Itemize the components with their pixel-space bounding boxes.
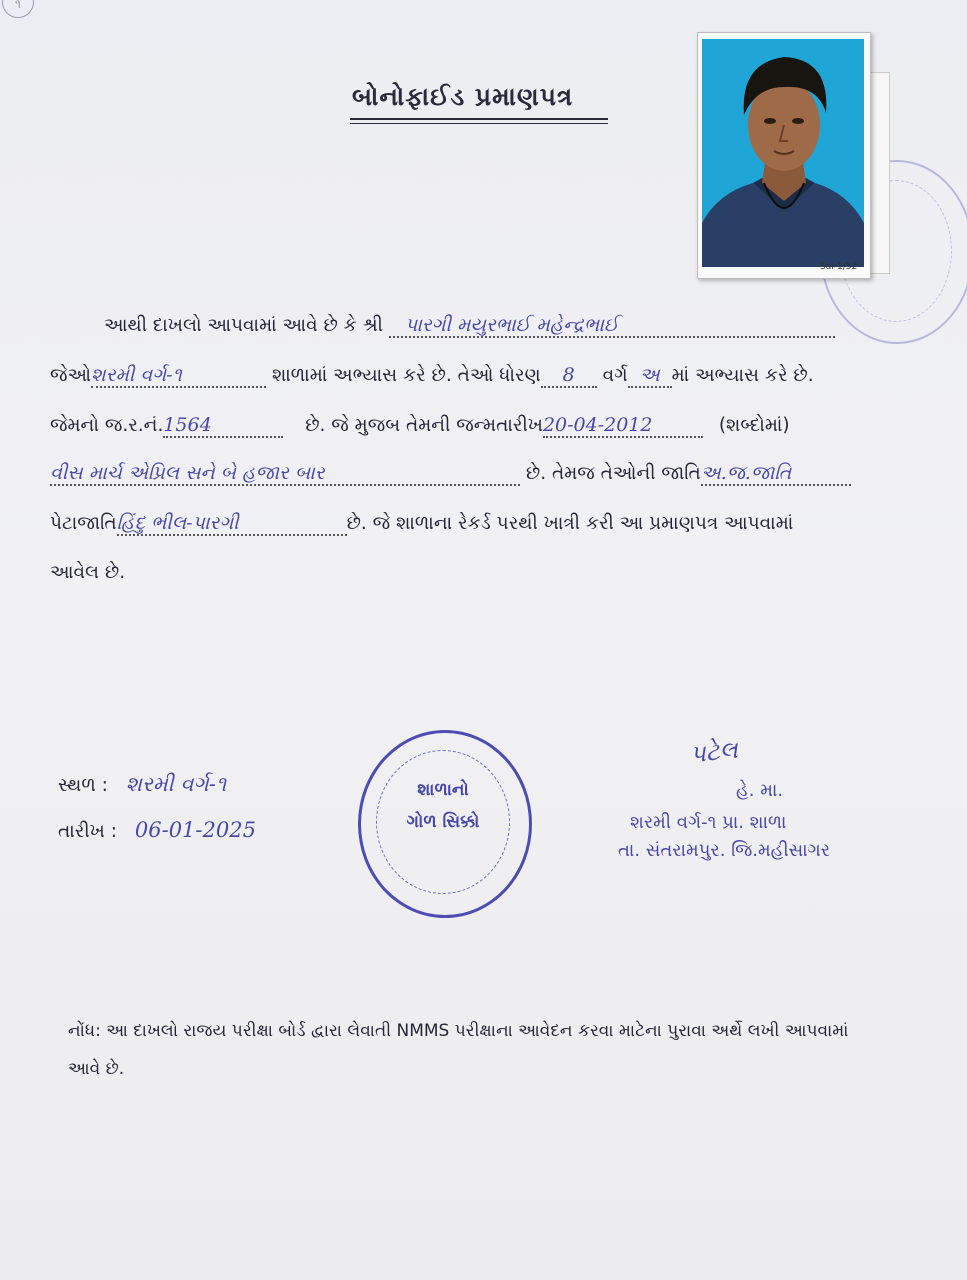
footer-note: નોંધ: આ દાખલો રાજય પરીક્ષા બોર્ડ દ્વારા લેવાતી NMMS પરીક્ષાના આવેદન કરવા માટેના પુરાવા અર્થે લખી આપવામાં આવે છે.: [68, 1021, 849, 1079]
body-line-4: [50, 462, 851, 486]
line4-mid: છે. તેમજ તેઓની જાતિ: [525, 463, 701, 484]
date-row: [58, 818, 256, 842]
school-name: શરમી વર્ગ-૧: [91, 364, 266, 388]
signature-scribble: પટેલ: [688, 735, 740, 769]
body-line-2: [50, 364, 814, 388]
certificate-title: બોનોફાઈડ પ્રમાણપત્ર: [352, 82, 574, 111]
line2-end: માં અભ્યાસ કરે છે.: [671, 365, 814, 386]
line2-prefix: જેઓ: [50, 365, 92, 386]
signature-hm: હે. મા.: [736, 780, 784, 801]
photo-code: Sai-1/52: [820, 262, 858, 272]
line3-mid: છે. જે મુજબ તેમની જન્મતારીખ: [305, 415, 543, 436]
body-line-6: આવેલ છે.: [50, 562, 126, 583]
date-value: 06-01-2025: [134, 818, 256, 842]
place-row: [58, 772, 226, 797]
place-value: શરમી વર્ગ-૧: [125, 772, 227, 796]
body-line-1: [104, 314, 835, 338]
photo-backing: [870, 72, 890, 274]
sub-caste: હિંદુ ભીલ-પારગી: [117, 512, 347, 536]
line2-mid: શાળામાં અભ્યાસ કરે છે. તેઓ ધોરણ: [271, 365, 541, 386]
body-line-3: [50, 414, 790, 438]
register-number: 1564: [163, 414, 283, 438]
birth-date-words: વીસ માર્ચ એપ્રિલ સને બે હજાર બાર: [50, 462, 520, 486]
student-photo: [697, 32, 871, 279]
date-label: તારીખ :: [58, 821, 117, 842]
seal-line-2: ગોળ સિક્કો: [406, 812, 480, 832]
signature-school: શરમી વર્ગ-૧ પ્રા. શાળા: [630, 812, 787, 833]
standard: 8: [541, 364, 597, 388]
seal-line-1: શાળાનો: [417, 780, 469, 800]
line1-prefix: આથી દાખલો આપવામાં આવે છે કે શ્રી: [104, 315, 383, 336]
line5-prefix: પેટાજાતિ: [50, 513, 117, 534]
seal-text: [388, 774, 498, 838]
division: અ: [628, 364, 672, 388]
corner-mark: ૧: [2, 0, 34, 18]
signature-address: તા. સંતરામપુર. જિ.મહીસાગર: [618, 840, 831, 861]
line3-end: (શબ્દોમાં): [718, 415, 790, 436]
line2-mid2: વર્ગ: [602, 365, 628, 386]
line3-prefix: જેમનો જ.ર.નં.: [50, 415, 164, 436]
caste: અ.જ.જાતિ: [701, 462, 851, 486]
student-portrait-image: [698, 33, 870, 278]
place-label: સ્થળ :: [58, 775, 108, 796]
title-underline: [350, 118, 608, 120]
body-line-5: [50, 512, 793, 536]
line5-end: છે. જે શાળાના રેકર્ડ પરથી ખાત્રી કરી આ પ્રમાણપત્ર આપવામાં: [346, 513, 794, 534]
student-name: પારગી મયુરભાઈ મહેન્દ્રભાઈ: [389, 314, 835, 338]
birth-date: 20-04-2012: [543, 414, 703, 438]
title-underline-2: [350, 123, 608, 124]
